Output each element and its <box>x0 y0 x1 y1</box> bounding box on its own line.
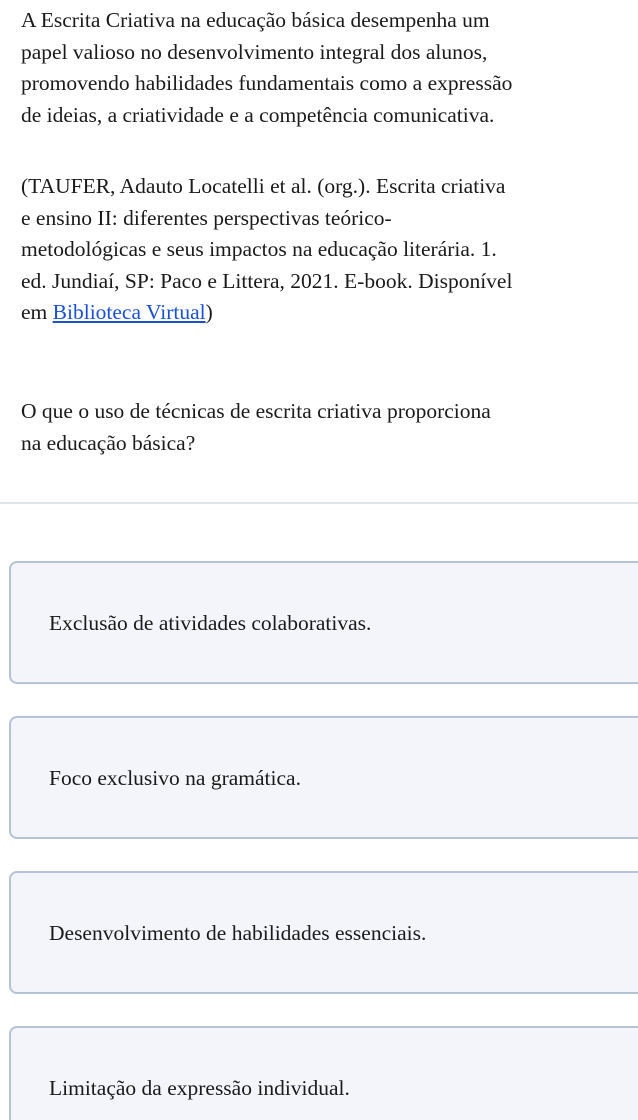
reference-line-last <box>21 297 512 329</box>
context-line: papel valioso no desenvolvimento integral dos alunos, <box>21 39 488 64</box>
context-line: de ideias, a criatividade e a competência comunicativa. <box>21 102 495 127</box>
reference-line: ed. Jundiaí, SP: Paco e Littera, 2021. E-book. Disponível <box>21 268 513 293</box>
reference-suffix: ) <box>205 300 213 324</box>
reference-line: e ensino II: diferentes perspectivas teórico- <box>21 205 392 230</box>
context-paragraph <box>21 5 512 131</box>
prompt-line: O que o uso de técnicas de escrita criativa proporciona <box>21 399 491 423</box>
reference-paragraph <box>21 171 512 329</box>
answer-option-d[interactable] <box>9 1026 638 1120</box>
reference-line: metodológicas e seus impactos na educação literária. 1. <box>21 237 497 261</box>
answer-option-c[interactable] <box>9 871 638 994</box>
answer-option-label: Exclusão de atividades colaborativas. <box>49 610 372 635</box>
context-line: A Escrita Criativa na educação básica desempenha um <box>21 8 490 32</box>
answer-option-label: Desenvolvimento de habilidades essenciais. <box>49 920 427 945</box>
section-divider <box>0 502 638 504</box>
question-prompt <box>21 396 491 459</box>
answer-option-label: Limitação da expressão individual. <box>49 1075 350 1100</box>
answer-option-a[interactable] <box>9 561 638 684</box>
answer-option-b[interactable] <box>9 716 638 839</box>
answer-option-label: Foco exclusivo na gramática. <box>49 765 301 790</box>
biblioteca-virtual-link[interactable]: Biblioteca Virtual <box>52 300 206 324</box>
context-line: promovendo habilidades fundamentais como a expressão <box>21 71 513 95</box>
prompt-line: na educação básica? <box>21 430 196 455</box>
reference-line: (TAUFER, Adauto Locatelli et al. (org.). Escrita criativa <box>21 174 506 198</box>
reference-prefix: em <box>21 300 53 324</box>
